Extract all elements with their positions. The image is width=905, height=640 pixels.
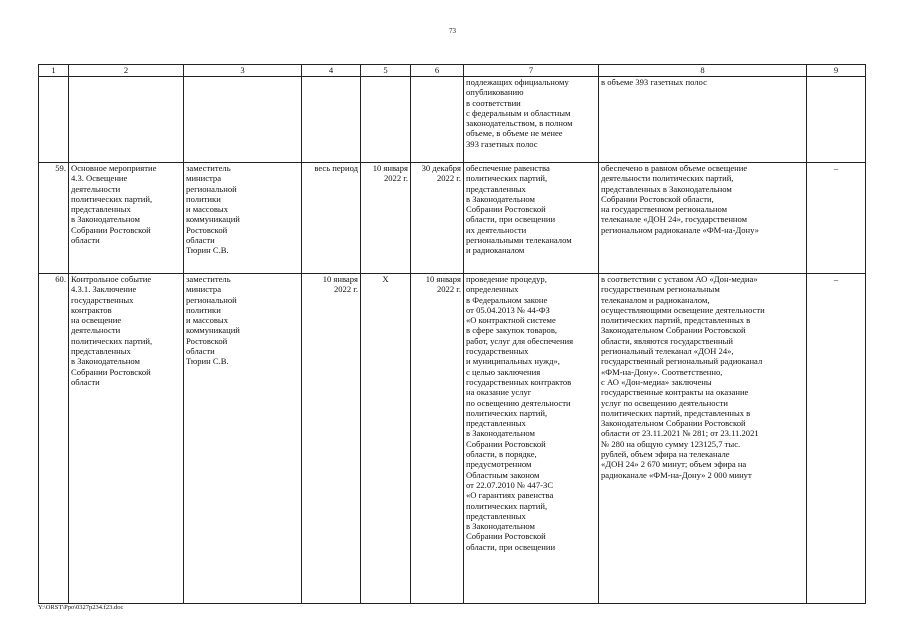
event-name [69, 163, 184, 274]
text-line: политических партий, [466, 500, 548, 511]
text-line: и массовых [186, 204, 228, 215]
text-line: коммуникаций [186, 214, 240, 225]
text-line: 4.3.1. Заключение [71, 284, 137, 295]
text-line: региональной [186, 294, 237, 305]
text-line: Основное мероприятие [71, 163, 157, 173]
expected-result [464, 163, 599, 274]
text-line: 30 декабря [421, 163, 461, 173]
continuation-col8 [599, 77, 807, 163]
text-line: их деятельности [466, 224, 527, 235]
text-line: проведение процедур, [466, 274, 547, 284]
text-line: государственных контрактов [466, 376, 572, 387]
text-line: области [186, 235, 215, 246]
page-number: 73 [449, 27, 456, 35]
actual-result [599, 274, 807, 604]
text-line: представленных [71, 346, 131, 357]
text-line: от 05.04.2013 № 44-ФЗ [466, 304, 550, 315]
column-number: 9 [807, 65, 866, 77]
actual-result [599, 163, 807, 274]
planned-start [361, 274, 411, 604]
text-line: 2022 г. [383, 173, 408, 184]
text-line: Законодательном Собрании Ростовской [601, 418, 746, 429]
planned-end [411, 163, 464, 274]
text-line: политических партий, [466, 173, 548, 184]
text-line: области [71, 235, 100, 246]
program-report-table [38, 64, 866, 604]
text-line: осуществляющими освещение деятельности [601, 304, 765, 315]
event-name [69, 274, 184, 604]
column-number: 6 [411, 65, 464, 77]
period [302, 274, 361, 604]
text-line: Контрольное событие [71, 274, 152, 284]
column-number: 7 [464, 65, 599, 77]
planned-start [361, 163, 411, 274]
text-line: политики [186, 193, 221, 204]
text-line: в Законодательном [466, 521, 535, 532]
text-line: подлежащих официальному [466, 77, 569, 87]
text-line: определенных [466, 284, 519, 295]
text-line: Собрании Ростовской [71, 366, 151, 377]
text-line: политических партий, [71, 193, 153, 204]
reason-column: – [807, 274, 866, 604]
text-line: законодательством, в полном [466, 118, 573, 129]
text-line: 393 газетных полос [466, 138, 538, 149]
text-line: X [382, 274, 389, 284]
table-row [39, 163, 866, 274]
text-line: области, при освещении [466, 541, 556, 552]
row-number: 59. [39, 163, 69, 274]
text-line: политических партий, представленных в [601, 407, 751, 418]
text-line: области [186, 346, 215, 357]
text-line: услуг по освещению деятельности [601, 397, 728, 408]
text-line: «ФМ-на-Дону». Соответственно, [601, 366, 723, 377]
text-line: и муниципальных нужд», [466, 356, 560, 367]
text-line: государственных [71, 294, 134, 305]
text-line: и массовых [186, 315, 228, 326]
footer-file-path: Y:\ORST\Ppo\0327p234.f23.doc [38, 604, 124, 611]
text-line: в Законодательном [71, 356, 140, 367]
text-line: 2022 г. [436, 284, 461, 295]
text-line: Тюрин С.В. [186, 356, 229, 367]
text-line: в соответствии с уставом АО «Дон-медиа» [601, 274, 758, 284]
text-line: региональными телеканалом [466, 235, 572, 246]
text-line: телеканале «ДОН 24», государственном [601, 214, 748, 225]
column-number: 2 [69, 65, 184, 77]
text-line: политических партий, представленных в [601, 315, 751, 326]
text-line: политических партий, [71, 335, 153, 346]
text-line: Ростовской [186, 335, 228, 346]
text-line: с федеральным и областным [466, 107, 571, 118]
text-line: радиоканале «ФМ-на-Дону» 2 000 минут [601, 469, 752, 480]
text-line: заместитель [186, 163, 231, 173]
text-line: рублей, объем эфира на телеканале [601, 449, 730, 460]
text-line: заместитель [186, 274, 231, 284]
text-line: опубликованию [466, 87, 524, 98]
text-line: с АО «Дон-медиа» заключены [601, 376, 712, 387]
planned-end [411, 274, 464, 604]
column-number: 4 [302, 65, 361, 77]
text-line: в сфере закупок товаров, [466, 325, 558, 336]
text-line: 10 января [425, 274, 461, 284]
text-line: предусмотренном [466, 459, 532, 470]
text-line: области, при освещении [466, 214, 556, 225]
continuation-col7 [464, 77, 599, 163]
text-line: на государственном региональном [601, 204, 728, 215]
text-line: обеспечено в равном объеме освещение [601, 163, 748, 173]
text-line: с целью заключения [466, 366, 541, 377]
column-number: 1 [39, 65, 69, 77]
text-line: в Законодательном [71, 214, 140, 225]
text-line: от 22.07.2010 № 447-ЗС [466, 479, 554, 490]
text-line: 2022 г. [333, 284, 358, 295]
text-line: региональном радиоканале «ФМ-на-Дону» [601, 224, 759, 235]
text-line: политики [186, 304, 221, 315]
text-line: по освещению деятельности [466, 397, 571, 408]
text-line: № 280 на общую сумму 123125,7 тыс. [601, 438, 741, 449]
text-line: области, в порядке, [466, 449, 537, 460]
text-line: государственный региональный радиоканал [601, 356, 763, 367]
text-line: Собрании Ростовской [466, 531, 546, 542]
text-line: телеканалом и радиоканалом, [601, 294, 710, 305]
text-line: объеме, в объеме не менее [466, 128, 563, 139]
text-line: министра [186, 173, 222, 184]
responsible-person [184, 163, 302, 274]
text-line: на оказание услуг [466, 387, 532, 398]
text-line: в соответствии [466, 97, 521, 108]
row-number: 60. [39, 274, 69, 604]
text-line: области [71, 376, 100, 387]
text-line: в Законодательном [466, 428, 535, 439]
text-line: государственных [466, 346, 529, 357]
text-line: представленных [466, 510, 526, 521]
text-line: «О контрактной системе [466, 315, 556, 326]
column-number-row [39, 65, 866, 77]
text-line: деятельности [71, 325, 121, 336]
text-line: государственным региональным [601, 284, 720, 295]
text-line: политических партий, [466, 407, 548, 418]
text-line: представленных [466, 418, 526, 429]
text-line: и радиоканалом [466, 245, 525, 256]
text-line: государственные контракты на оказание [601, 387, 749, 398]
text-line: представленных [466, 183, 526, 194]
text-line: Собрании Ростовской [466, 204, 546, 215]
text-line: 4.3. Освещение [71, 173, 128, 184]
text-line: на освещение [71, 315, 122, 326]
text-line: Ростовской [186, 224, 228, 235]
text-line: обеспечение равенства [466, 163, 550, 173]
reason-column: – [807, 163, 866, 274]
text-line: Собрании Ростовской [466, 438, 546, 449]
text-line: «ДОН 24» 2 670 минут; объем эфира на [601, 459, 747, 470]
period [302, 163, 361, 274]
text-line: представленных в Законодательном [601, 183, 732, 194]
text-line: Областным законом [466, 469, 540, 480]
text-line: региональной [186, 183, 237, 194]
text-line: Тюрин С.В. [186, 245, 229, 256]
text-line: области от 23.11.2021 № 281; от 23.11.2021 [601, 428, 759, 439]
text-line: региональный телеканал «ДОН 24», [601, 346, 734, 357]
text-line: Собрании Ростовской области, [601, 193, 714, 204]
text-line: области, являются государственный [601, 335, 733, 346]
text-line: 10 января [322, 274, 358, 284]
text-line: 2022 г. [436, 173, 461, 184]
column-number: 8 [599, 65, 807, 77]
text-line: «О гарантиях равенства [466, 490, 554, 501]
column-number: 3 [184, 65, 302, 77]
responsible-person [184, 274, 302, 604]
text-line: контрактов [71, 304, 112, 315]
text-line: деятельности политических партий, [601, 173, 734, 184]
text-line: деятельности [71, 183, 121, 194]
text-line: 10 января [372, 163, 408, 173]
text-line: Собрании Ростовской [71, 224, 151, 235]
text-line: весь период [314, 163, 358, 173]
continuation-row [39, 77, 866, 163]
expected-result [464, 274, 599, 604]
text-line: Законодательном Собрании Ростовской [601, 325, 746, 336]
text-line: в Законодательном [466, 193, 535, 204]
text-line: в объеме 393 газетных полос [601, 77, 707, 87]
text-line: в Федеральном законе [466, 294, 548, 305]
text-line: министра [186, 284, 222, 295]
column-number: 5 [361, 65, 411, 77]
text-line: работ, услуг для обеспечения [466, 335, 574, 346]
text-line: коммуникаций [186, 325, 240, 336]
table-row [39, 274, 866, 604]
text-line: представленных [71, 204, 131, 215]
